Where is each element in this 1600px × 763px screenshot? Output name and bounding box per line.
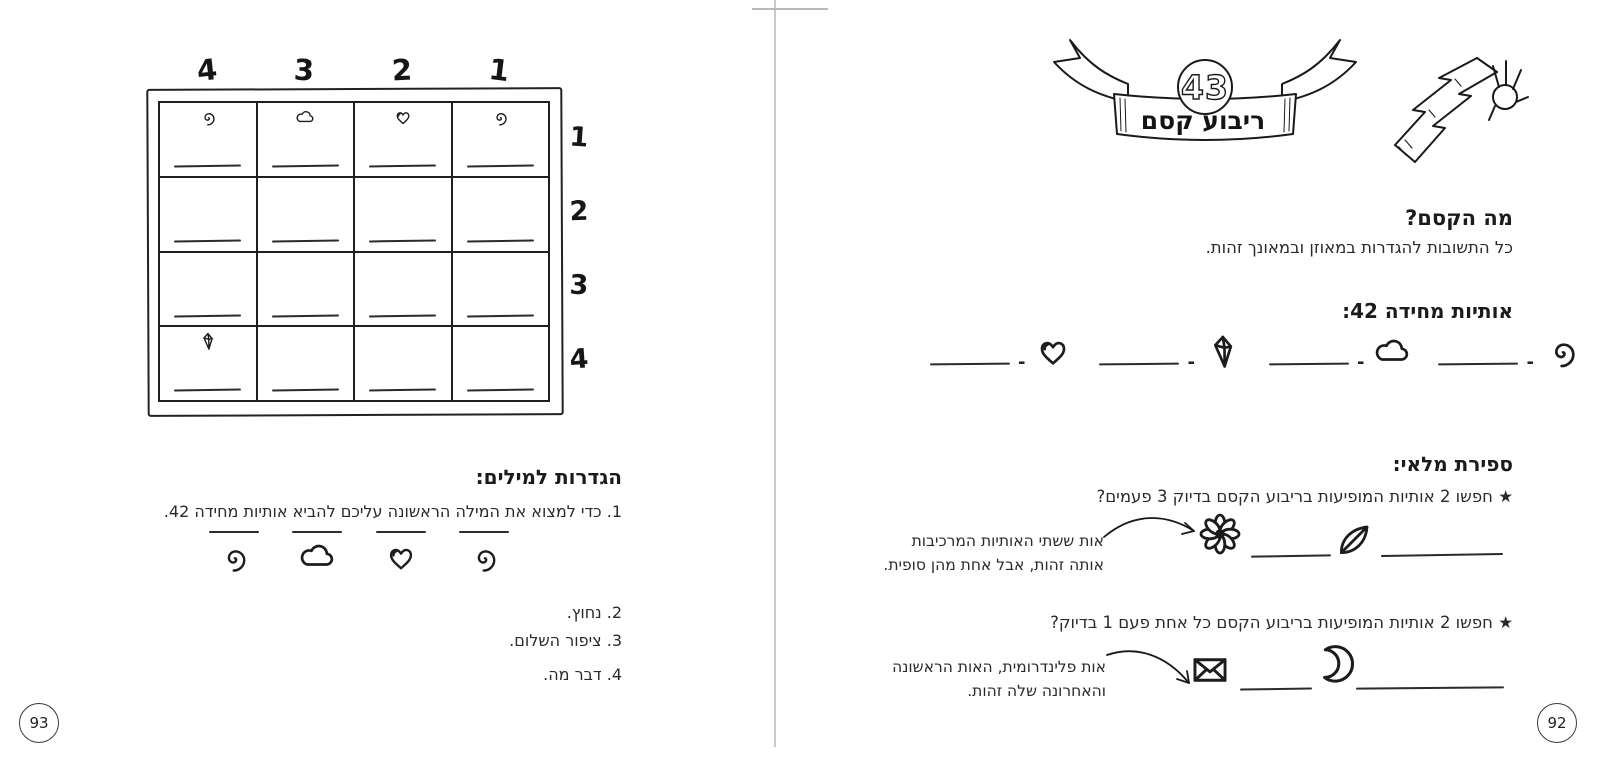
inventory-note-1: אות ששתי האותיות המרכיבות אותה זהות, אבל אחת מהן סופית. [883, 531, 1104, 574]
intro-heading: מה הקסם? [1405, 206, 1513, 231]
pair-separator: - [1356, 352, 1365, 374]
letter-answer-pair [930, 332, 1073, 372]
grid-row-label: 1 [568, 121, 590, 154]
grid-cell [354, 326, 452, 401]
letter-answer-pair [1269, 332, 1412, 372]
answer-blank [174, 165, 241, 168]
letter-answer-pairs-row [930, 332, 1534, 374]
pair-separator: - [1187, 352, 1195, 374]
inventory-note-2: אות פלינדרומית, האות הראשונה והאחרונה שלה זהות. [892, 657, 1106, 700]
answer-blank [459, 531, 509, 533]
grid-cell [159, 326, 257, 401]
crop-mark [752, 8, 828, 10]
grid-cell [452, 177, 550, 252]
moon-icon [1312, 641, 1358, 687]
inventory-heading: ספירת מלאי: [1392, 451, 1513, 476]
answer-blank [369, 239, 436, 242]
grid-cell [452, 252, 550, 327]
grid-cell [159, 102, 257, 177]
answer-blank [174, 239, 241, 242]
heart-icon [392, 107, 413, 128]
answer-blank [1356, 686, 1504, 689]
banner-left-tail [1054, 40, 1128, 102]
grid-row-label: 2 [569, 195, 589, 228]
answer-blank [272, 239, 339, 242]
page-number-left-value: 93 [29, 714, 49, 732]
page-fold-line [774, 0, 776, 747]
answer-blank [1438, 363, 1518, 366]
grid-column-label: 2 [391, 52, 413, 88]
answer-blank [930, 363, 1010, 366]
answer-blank [369, 165, 436, 168]
page-number-right-value: 92 [1547, 714, 1567, 732]
answer-blank [1381, 553, 1503, 557]
letters-heading: אותיות מחידה 42: [1342, 298, 1513, 323]
answer-blank [272, 389, 339, 392]
grid-cell [452, 326, 550, 401]
intro-body: כל התשובות להגדרות במאוזן ובמאונך זהות. [1205, 237, 1513, 257]
definition-item-2: 2. נחוץ. [566, 603, 622, 622]
spiral-icon [216, 540, 252, 576]
page-number-right [1537, 703, 1577, 743]
grid-column-label: 3 [293, 52, 315, 88]
puzzle-number: 43 [1181, 68, 1229, 107]
answer-blank [174, 389, 241, 392]
envelope-icon [1188, 648, 1232, 692]
leaf-icon [1333, 519, 1375, 561]
title-banner [1040, 28, 1370, 178]
clue-symbols-row [203, 531, 515, 577]
definition-item-3: 3. ציפור השלום. [509, 631, 622, 650]
answer-blank [1099, 363, 1179, 366]
grid-cell [354, 252, 452, 327]
heart-icon [1033, 332, 1073, 372]
spiral-icon [466, 540, 502, 576]
grid-cell [452, 102, 550, 177]
clue-symbol-group [203, 531, 265, 577]
answer-blank [467, 239, 534, 242]
grid-column-label: 4 [195, 52, 219, 88]
pair-separator: - [1018, 352, 1026, 374]
answer-blank [376, 531, 426, 533]
grid-cell [354, 177, 452, 252]
grid-cell [354, 102, 452, 177]
cloud-icon [294, 537, 340, 577]
magic-square-grid [158, 101, 550, 402]
inventory-question-1: ★ חפשו 2 אותיות המופיעות בריבוע הקסם בדיוק 3 פעמים? [1096, 486, 1513, 506]
spiral-icon [197, 107, 218, 128]
grid-cell [257, 252, 355, 327]
grid-cell [257, 102, 355, 177]
page-number-left [19, 703, 59, 743]
heart-icon [383, 540, 419, 576]
diamond-icon [197, 331, 218, 352]
definition-item-1: 1. כדי למצוא את המילה הראשונה עליכם להביא אותיות מחידה 42. [163, 502, 622, 521]
definition-item-4: 4. דבר מה. [543, 665, 622, 684]
answer-blank [1251, 554, 1331, 557]
flower-icon [1196, 510, 1244, 558]
cloud-icon [295, 107, 316, 128]
answer-blank [467, 314, 534, 317]
answer-blank [174, 314, 241, 317]
answer-blank [1269, 363, 1349, 366]
hand-ribbon-doodle-illustration [1385, 50, 1533, 175]
clue-symbol-group [286, 531, 348, 577]
answer-blank [369, 314, 436, 317]
clue-symbol-group [453, 531, 515, 577]
grid-row-label: 3 [569, 269, 589, 302]
curved-arrow-icon [1104, 643, 1196, 693]
grid-cell [257, 326, 355, 401]
answer-blank [292, 531, 342, 533]
diamond-icon [1203, 332, 1243, 372]
spiral-icon [490, 107, 511, 128]
pair-separator: - [1526, 352, 1534, 374]
page-title: ריבוע קסם [1140, 106, 1266, 135]
curved-arrow-icon [1102, 507, 1198, 547]
answer-blank [467, 165, 534, 168]
answer-blank [1240, 687, 1312, 690]
answer-blank [272, 314, 339, 317]
answer-blank [467, 389, 534, 392]
inventory-question-2: ★ חפשו 2 אותיות המופיעות בריבוע הקסם כל אחת פעם 1 בדיוק? [1050, 612, 1513, 632]
definitions-heading: הגדרות למילים: [475, 464, 622, 489]
answer-blank [272, 165, 339, 168]
answer-blank [369, 389, 436, 392]
grid-row-label: 4 [568, 343, 590, 376]
spiral-icon [1542, 332, 1582, 372]
grid-cell [159, 177, 257, 252]
grid-cell [257, 177, 355, 252]
letter-answer-pair [1099, 332, 1242, 372]
clue-symbol-group [370, 531, 432, 577]
answer-blank [209, 531, 259, 533]
banner-right-tail [1282, 40, 1356, 102]
cloud-icon [1372, 332, 1412, 372]
grid-column-label: 1 [486, 51, 512, 89]
letter-answer-pair [1438, 332, 1581, 372]
grid-cell [159, 252, 257, 327]
